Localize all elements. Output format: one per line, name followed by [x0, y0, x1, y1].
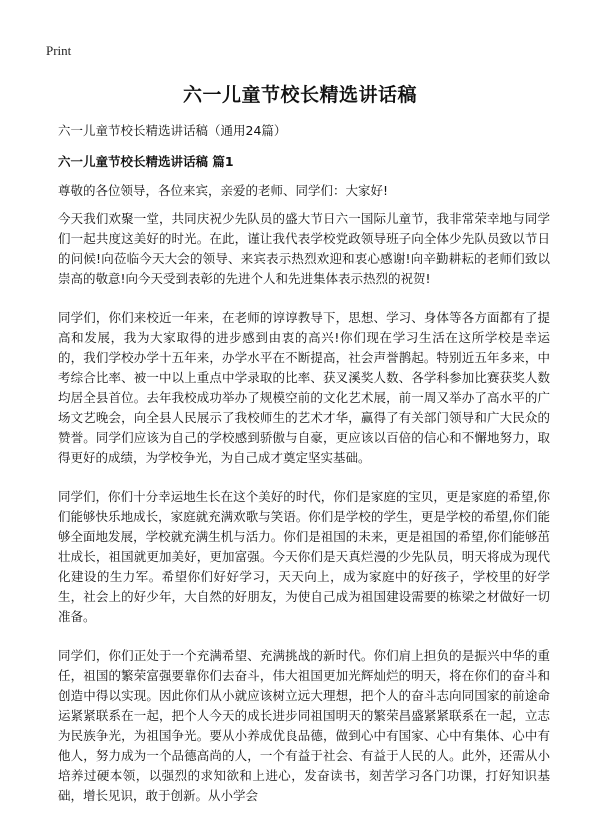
paragraph-2: 同学们，你们来校近一年来，在老师的谆谆教导下，思想、学习、身体等各方面都有了提高和发展，我为大家取得的进步感到由衷的高兴!你们现在学习生活在这所学校是幸运的，我们学校办学十五年来，办学水平在不断提高，社会声誉鹊起。特别近五年多来，中考综合比率、被一中以上重点中学录取的比率、获叉溪奖人数、各学科参加比赛获奖人数均居全县首位。去年我校成功举办了规模空前的文化艺术展，前一周又举办了高水平的广场文艺晚会，向全县人民展示了我校师生的艺术才华，赢得了有关部门领导和广大民众的赞誉。同学们应该为自己的学校感到骄傲与自豪，更应该以百倍的信心和不懈地努力，取得更好的成绩，为学校争光，为自己成才奠定坚实基础。	[58, 310, 550, 465]
document-subtitle: 六一儿童节校长精选讲话稿（通用24篇）	[58, 123, 287, 138]
paragraph-1: 今天我们欢聚一堂，共同庆祝少先队员的盛大节日六一国际儿童节，我非常荣幸地与同学们一起共度这美好的时光。在此，谨让我代表学校党政领导班子向全体少先队员致以节日的问候!向莅临今天大会的领导、来宾表示热烈欢迎和衷心感谢!向辛勤耕耘的老师们致以崇高的敬意!向今天受到表彰的先进个人和先进集体表示热烈的祝贺!	[58, 211, 550, 286]
body-text	[58, 209, 550, 825]
section-heading: 六一儿童节校长精选讲话稿 篇1	[58, 154, 234, 169]
paragraph-4: 同学们，你们正处于一个充满希望、充满挑战的新时代。你们肩上担负的是振兴中华的重任，祖国的繁荣富强要靠你们去奋斗，伟大祖国更加光辉灿烂的明天，将在你们的奋斗和创造中得以实现。因此你们从小就应该树立远大理想，把个人的奋斗志向同国家的前途命运紧紧联系在一起，把个人今天的成长进步同祖国明天的繁荣昌盛紧紧联系在一起，立志为民族争光，为祖国争光。要从小养成优良品德，做到心中有国家、心中有集体、心中有他人，努力成为一个品德高尚的人，一个有益于社会、有益于人民的人。此外，还需从小培养过硬本领，以强烈的求知欲和上进心，发奋读书，刻苦学习各门功课，打好知识基础，增长见识，敢于创新。从小学会	[58, 648, 550, 803]
paragraph-3: 同学们，你们十分幸运地生长在这个美好的时代，你们是家庭的宝贝，更是家庭的希望,你们能够快乐地成长，家庭就充满欢歌与笑语。你们是学校的学生，更是学校的希望,你们能够全面地发展，学校就充满生机与活力。你们是祖国的未来，更是祖国的希望,你们能够茁壮成长，祖国就更加美好，更加富强。今天你们是天真烂漫的少先队员，明天将成为现代化建设的生力军。希望你们好好学习，天天向上，成为家庭中的好孩子，学校里的好学生，社会上的好少年，大自然的好朋友，为使自己成为祖国建设需要的栋梁之材做好一切准备。	[58, 489, 550, 624]
print-link[interactable]: Print	[46, 43, 72, 58]
greeting-line: 尊敬的各位领导，各位来宾，亲爱的老师、同学们：大家好!	[58, 183, 389, 198]
document-title: 六一儿童节校长精选讲话稿	[182, 84, 417, 106]
